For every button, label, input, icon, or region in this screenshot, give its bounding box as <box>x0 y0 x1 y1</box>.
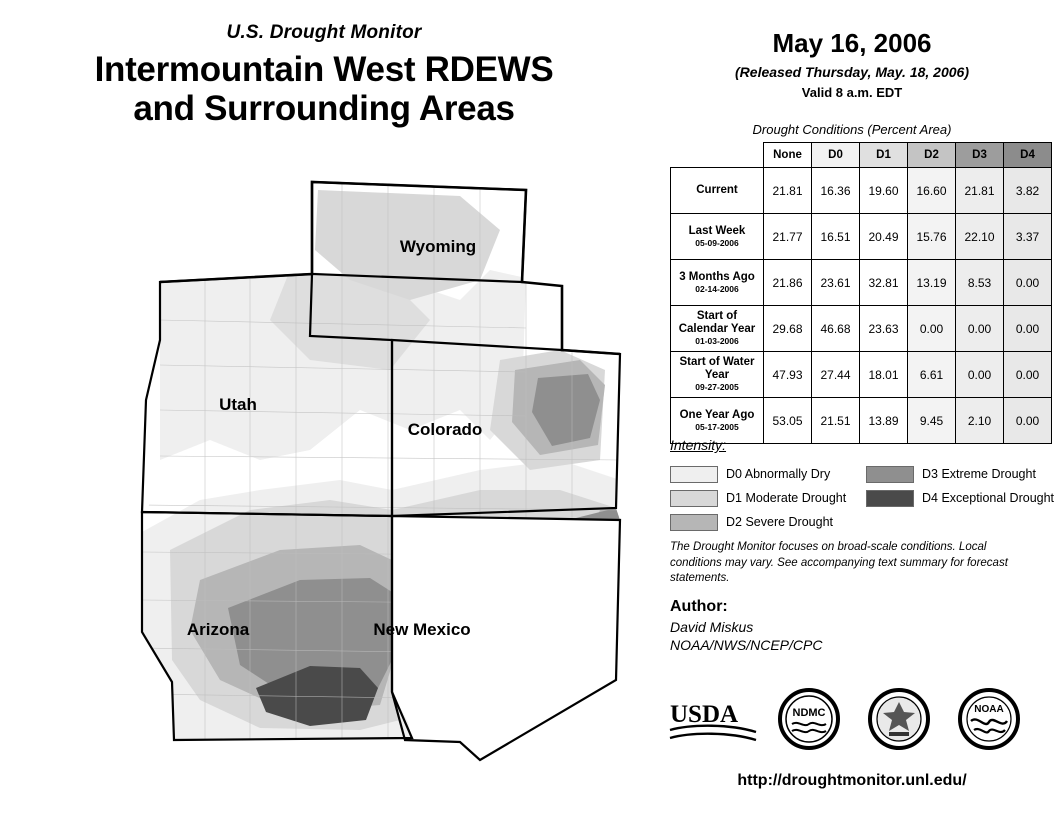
cell-3months-d4: 0.00 <box>1004 260 1052 306</box>
row-label-subdate: 09-27-2005 <box>695 382 739 393</box>
cell-oneyear-d3: 2.10 <box>956 398 1004 444</box>
legend-label-d2: D2 Severe Drought <box>726 515 834 529</box>
info-panel <box>648 0 1056 816</box>
row-label-text: Start of Calendar Year <box>678 309 756 336</box>
cell-lastweek-none: 21.77 <box>764 214 812 260</box>
table-row <box>671 260 1052 306</box>
cell-oneyear-d0: 21.51 <box>812 398 860 444</box>
noaa-logo-text: NOAA <box>974 704 1004 715</box>
table-header-row <box>671 143 1052 168</box>
legend-label-d0: D0 Abnormally Dry <box>726 467 831 481</box>
cell-wateryear-none: 47.93 <box>764 352 812 398</box>
legend-item-d4 <box>866 486 1054 510</box>
title-block <box>0 22 648 128</box>
legend-heading: Intensity: <box>670 437 727 453</box>
column-header-d0: D0 <box>812 143 860 168</box>
cell-3months-d3: 8.53 <box>956 260 1004 306</box>
table-caption: Drought Conditions (Percent Area) <box>752 122 952 137</box>
column-header-d1: D1 <box>860 143 908 168</box>
cell-calyear-d1: 23.63 <box>860 306 908 352</box>
cell-current-d2: 16.60 <box>908 168 956 214</box>
row-label-subdate: 02-14-2006 <box>695 283 739 294</box>
table-row <box>671 398 1052 444</box>
cell-3months-none: 21.86 <box>764 260 812 306</box>
legend-swatch-d0 <box>670 466 718 483</box>
column-header-d2: D2 <box>908 143 956 168</box>
usda-logo <box>668 698 760 751</box>
row-label-last-week <box>671 214 764 260</box>
legend-label-d1: D1 Moderate Drought <box>726 491 847 505</box>
legend-item-d1 <box>670 486 846 510</box>
row-label-text: Start of Water Year <box>679 355 755 382</box>
legend-swatch-d1 <box>670 490 718 507</box>
table-corner-cell <box>671 143 764 168</box>
cell-3months-d2: 13.19 <box>908 260 956 306</box>
disclaimer-text: The Drought Monitor focuses on broad-scale conditions. Local conditions may vary. See accompanying text summary for forecast statements. <box>670 541 1008 585</box>
state-label-newmexico: New Mexico <box>373 620 471 639</box>
legend-label-d4: D4 Exceptional Drought <box>922 491 1055 505</box>
column-header-d3: D3 <box>956 143 1004 168</box>
row-label-subdate: 05-17-2005 <box>695 421 739 432</box>
cell-lastweek-d2: 15.76 <box>908 214 956 260</box>
state-label-arizona: Arizona <box>186 620 250 639</box>
cell-oneyear-none: 53.05 <box>764 398 812 444</box>
website-url[interactable]: http://droughtmonitor.unl.edu/ <box>737 772 967 789</box>
row-label-text: Current <box>696 183 738 196</box>
row-label-text: Last Week <box>688 224 746 237</box>
legend-column-right <box>866 462 1054 510</box>
cell-wateryear-d0: 27.44 <box>812 352 860 398</box>
usda-seal-logo <box>868 688 930 755</box>
row-label-subdate: 01-03-2006 <box>695 336 739 347</box>
author-heading: Author: <box>670 598 728 615</box>
cell-calyear-d4: 0.00 <box>1004 306 1052 352</box>
cell-current-d1: 19.60 <box>860 168 908 214</box>
cell-oneyear-d1: 13.89 <box>860 398 908 444</box>
usda-logo-text: USDA <box>670 701 739 728</box>
table-row <box>671 306 1052 352</box>
legend-label-d3: D3 Extreme Drought <box>922 467 1036 481</box>
page-title-line2: and Surrounding Areas <box>133 89 515 129</box>
row-label-text: One Year Ago <box>679 408 755 421</box>
legend-swatch-d4 <box>866 490 914 507</box>
author-agency: NOAA/NWS/NCEP/CPC <box>670 637 823 653</box>
row-label-3-months-ago <box>671 260 764 306</box>
cell-current-none: 21.81 <box>764 168 812 214</box>
cell-lastweek-d1: 20.49 <box>860 214 908 260</box>
drought-conditions-table <box>670 142 1052 444</box>
table-row <box>671 168 1052 214</box>
drought-map <box>60 160 640 780</box>
cell-wateryear-d4: 0.00 <box>1004 352 1052 398</box>
table-row <box>671 214 1052 260</box>
cell-wateryear-d2: 6.61 <box>908 352 956 398</box>
legend-item-d0 <box>670 462 846 486</box>
cell-current-d3: 21.81 <box>956 168 1004 214</box>
cell-calyear-d2: 0.00 <box>908 306 956 352</box>
table-row <box>671 352 1052 398</box>
cell-oneyear-d2: 9.45 <box>908 398 956 444</box>
cell-calyear-d0: 46.68 <box>812 306 860 352</box>
logo-row <box>662 686 1052 756</box>
column-header-none: None <box>764 143 812 168</box>
cell-wateryear-d1: 18.01 <box>860 352 908 398</box>
state-label-utah: Utah <box>219 395 257 414</box>
legend-item-d2 <box>670 510 846 534</box>
state-label-colorado: Colorado <box>407 420 483 439</box>
date-block <box>648 28 1056 100</box>
ndmc-logo <box>778 688 840 755</box>
program-title: U.S. Drought Monitor <box>226 22 422 43</box>
legend-swatch-d2 <box>670 514 718 531</box>
cell-lastweek-d4: 3.37 <box>1004 214 1052 260</box>
map-date: May 16, 2006 <box>772 28 932 58</box>
state-label-wyoming: Wyoming <box>399 237 477 256</box>
cell-lastweek-d0: 16.51 <box>812 214 860 260</box>
page-title-line1: Intermountain West RDEWS <box>94 50 554 89</box>
ndmc-logo-text: NDMC <box>792 707 826 719</box>
cell-3months-d1: 32.81 <box>860 260 908 306</box>
page-title <box>0 50 648 128</box>
row-label-subdate: 05-09-2006 <box>695 237 739 248</box>
legend-swatch-d3 <box>866 466 914 483</box>
row-label-start-of-water-year <box>671 352 764 398</box>
legend-column-left <box>670 462 846 534</box>
release-date: (Released Thursday, May. 18, 2006) <box>735 64 969 80</box>
row-label-text: 3 Months Ago <box>679 270 755 283</box>
noaa-logo <box>958 688 1020 755</box>
author-block <box>670 598 1040 653</box>
cell-3months-d0: 23.61 <box>812 260 860 306</box>
column-header-d4: D4 <box>1004 143 1052 168</box>
drought-shading <box>60 160 640 780</box>
row-label-start-of-calendar-year <box>671 306 764 352</box>
cell-lastweek-d3: 22.10 <box>956 214 1004 260</box>
cell-wateryear-d3: 0.00 <box>956 352 1004 398</box>
cell-calyear-d3: 0.00 <box>956 306 1004 352</box>
cell-current-d4: 3.82 <box>1004 168 1052 214</box>
valid-time: Valid 8 a.m. EDT <box>801 85 903 100</box>
row-label-current <box>671 168 764 214</box>
cell-calyear-none: 29.68 <box>764 306 812 352</box>
author-name: David Miskus <box>670 619 754 635</box>
legend-item-d3 <box>866 462 1054 486</box>
cell-oneyear-d4: 0.00 <box>1004 398 1052 444</box>
cell-current-d0: 16.36 <box>812 168 860 214</box>
